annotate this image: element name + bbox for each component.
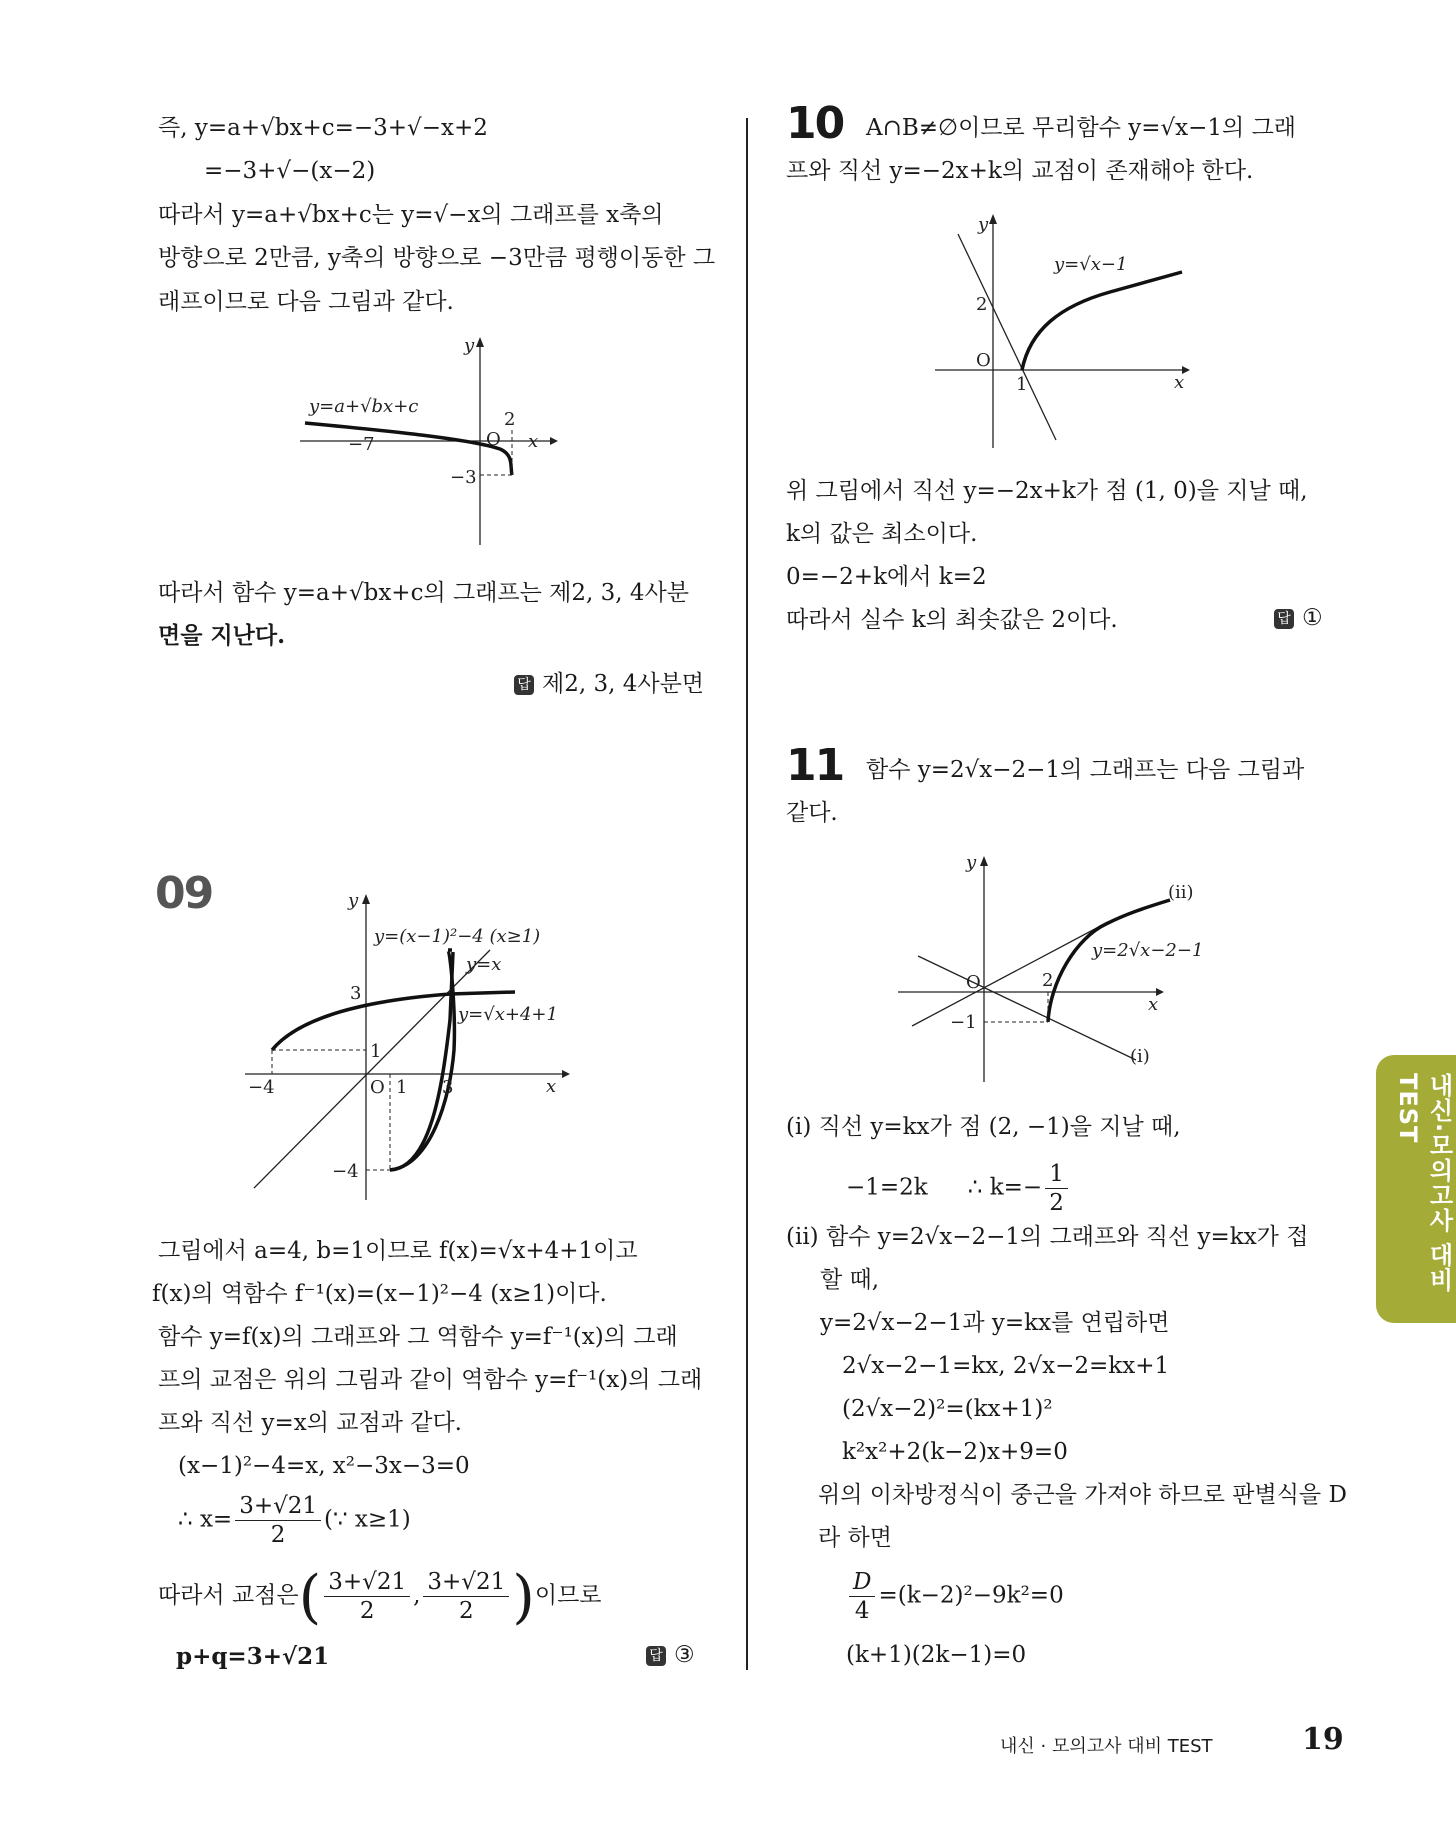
problem-number: 10 bbox=[786, 98, 844, 149]
text-line: =−3+√−(x−2) bbox=[204, 158, 376, 184]
figure-translated-sqrt bbox=[300, 335, 560, 550]
tick-label: −7 bbox=[348, 434, 375, 455]
text-line: 같다. bbox=[786, 800, 838, 826]
text-line: (2√x−2)²=(kx+1)² bbox=[842, 1396, 1053, 1422]
line-i bbox=[918, 956, 1136, 1060]
text-line: f(x)의 역함수 f⁻¹(x)=(x−1)²−4 (x≥1)이다. bbox=[152, 1281, 607, 1307]
curve bbox=[305, 423, 512, 475]
text-line: 프의 교점은 위의 그림과 같이 역함수 y=f⁻¹(x)의 그래 bbox=[158, 1367, 703, 1393]
equation: ∴ x= $\frac{3+√21}{2}$ (∵ x≥1) bbox=[178, 1493, 411, 1548]
y-axis-arrow bbox=[989, 214, 997, 224]
text-line: 따라서 y=a+√bx+c는 y=√−x의 그래프를 x축의 bbox=[158, 202, 664, 228]
tick-label: −3 bbox=[450, 467, 477, 488]
curve-label: y=(x−1)²−4 (x≥1) bbox=[374, 926, 541, 947]
x-axis-label: x bbox=[528, 431, 539, 452]
text-line: 즉, y=a+√bx+c=−3+√−x+2 bbox=[158, 115, 488, 141]
tick-label: 2 bbox=[1042, 970, 1054, 991]
y-axis-label: y bbox=[348, 890, 359, 911]
text-line: 그림에서 a=4, b=1이므로 f(x)=√x+4+1이고 bbox=[158, 1238, 638, 1264]
origin-label: O bbox=[966, 972, 981, 993]
text-line: A∩B≠∅이므로 무리함수 y=√x−1의 그래 bbox=[866, 115, 1296, 141]
text-line: 방향으로 2만큼, y축의 방향으로 −3만큼 평행이동한 그 bbox=[158, 245, 716, 271]
text-line: 면을 지난다. bbox=[158, 622, 286, 649]
text-line: 위의 이차방정식이 중근을 가져야 하므로 판별식을 D bbox=[818, 1482, 1347, 1508]
x-axis-arrow bbox=[550, 437, 558, 445]
text-line: 2√x−2−1=kx, 2√x−2=kx+1 bbox=[842, 1353, 1170, 1379]
column-divider bbox=[746, 118, 748, 1670]
text-line: k²x²+2(k−2)x+9=0 bbox=[842, 1439, 1068, 1465]
sqrt-curve bbox=[1022, 272, 1182, 370]
y-axis-label: y bbox=[464, 335, 475, 356]
tick-label: −4 bbox=[332, 1161, 359, 1182]
line-label: y=x bbox=[466, 954, 502, 975]
answer-mark-icon: 답 bbox=[646, 1646, 666, 1666]
footer-title: 내신 · 모의고사 대비 TEST bbox=[1000, 1736, 1213, 1757]
problem-number: 11 bbox=[786, 740, 844, 791]
figure-inverse-function bbox=[240, 890, 580, 1200]
text-line: (k+1)(2k−1)=0 bbox=[846, 1642, 1027, 1668]
tick-label: 2 bbox=[976, 294, 988, 315]
line-y-eq-x bbox=[254, 950, 490, 1188]
text-line: 따라서 실수 k의 최솟값은 2이다. bbox=[786, 607, 1118, 633]
text-line: 래프이므로 다음 그림과 같다. bbox=[158, 289, 454, 315]
y-axis-label: y bbox=[966, 852, 977, 873]
answer-mark-icon: 답 bbox=[514, 675, 534, 695]
answer: 답 ③ bbox=[646, 1642, 695, 1668]
line-ii bbox=[912, 922, 1108, 1026]
x-axis-label: x bbox=[546, 1076, 557, 1097]
text-line: 라 하면 bbox=[818, 1525, 892, 1551]
text-line: (ii) 함수 y=2√x−2−1의 그래프와 직선 y=kx가 접 bbox=[786, 1224, 1309, 1250]
text-line: 프와 직선 y=−2x+k의 교점이 존재해야 한다. bbox=[786, 158, 1254, 184]
tick-label: 1 bbox=[396, 1077, 408, 1098]
side-tab: 내신·모의고사 대비 TEST bbox=[1376, 1055, 1456, 1323]
equation: −1=2k ∴ k=− $\frac{1}{2}$ bbox=[846, 1160, 1071, 1217]
y-axis-arrow bbox=[980, 856, 988, 866]
x-axis-arrow bbox=[562, 1070, 570, 1078]
curve-label: y=√x+4+1 bbox=[458, 1004, 558, 1025]
page-number: 19 bbox=[1302, 1722, 1344, 1757]
figure-sqrt-and-line bbox=[930, 210, 1200, 455]
origin-label: O bbox=[370, 1077, 385, 1098]
text-line: (x−1)²−4=x, x²−3x−3=0 bbox=[178, 1453, 470, 1479]
answer: 답 ① bbox=[1274, 605, 1323, 631]
tick-label: 2 bbox=[504, 409, 516, 430]
text-line: 따라서 함수 y=a+√bx+c의 그래프는 제2, 3, 4사분 bbox=[158, 580, 689, 606]
text-line: p+q=3+√21 bbox=[176, 1643, 330, 1670]
text-line: 함수 y=f(x)의 그래프와 그 역함수 y=f⁻¹(x)의 그래 bbox=[158, 1324, 678, 1350]
tick-label: 1 bbox=[370, 1041, 382, 1062]
problem-number: 09 bbox=[155, 868, 213, 919]
equation: 따라서 교점은( $\frac{3+√21}{2}$ , $\frac{3+√21}{2}$ )이므로 bbox=[158, 1562, 602, 1631]
text-line: 함수 y=2√x−2−1의 그래프는 다음 그림과 bbox=[866, 757, 1305, 783]
figure-tangent-lines bbox=[896, 852, 1236, 1084]
text-line: 위 그림에서 직선 y=−2x+k가 점 (1, 0)을 지날 때, bbox=[786, 478, 1308, 504]
y-axis-arrow bbox=[476, 337, 484, 347]
tick-label: 3 bbox=[350, 983, 362, 1004]
tick-label: −1 bbox=[950, 1012, 977, 1033]
origin-label: O bbox=[486, 429, 501, 450]
text-line: y=2√x−2−1과 y=kx를 연립하면 bbox=[820, 1310, 1170, 1336]
y-axis-arrow bbox=[362, 894, 370, 904]
text-line: (i) 직선 y=kx가 점 (2, −1)을 지날 때, bbox=[786, 1114, 1181, 1140]
text-line: k의 값은 최소이다. bbox=[786, 521, 978, 547]
x-axis-label: x bbox=[1174, 372, 1185, 393]
text-line: 할 때, bbox=[820, 1267, 880, 1293]
answer-mark-icon: 답 bbox=[1274, 609, 1294, 629]
text-line: 0=−2+k에서 k=2 bbox=[786, 564, 987, 590]
answer: 답 제2, 3, 4사분면 bbox=[514, 665, 704, 698]
line-label: (i) bbox=[1130, 1046, 1150, 1067]
curve-label: y=2√x−2−1 bbox=[1092, 940, 1204, 961]
tick-label: 3 bbox=[442, 1077, 454, 1098]
line-label: (ii) bbox=[1168, 882, 1194, 903]
tick-label: −4 bbox=[248, 1077, 275, 1098]
y-axis-label: y bbox=[978, 214, 989, 235]
text-line: 프와 직선 y=x의 교점과 같다. bbox=[158, 1410, 462, 1436]
equation: $\frac{D}{4}$ =(k−2)²−9k²=0 bbox=[846, 1568, 1064, 1625]
line-y-eq-neg2x-plus-k bbox=[958, 234, 1056, 440]
curve-label: y=a+√bx+c bbox=[309, 396, 419, 417]
origin-label: O bbox=[976, 350, 991, 371]
curve-label: y=√x−1 bbox=[1054, 254, 1128, 275]
tick-label: 1 bbox=[1016, 374, 1028, 395]
x-axis-label: x bbox=[1148, 994, 1159, 1015]
